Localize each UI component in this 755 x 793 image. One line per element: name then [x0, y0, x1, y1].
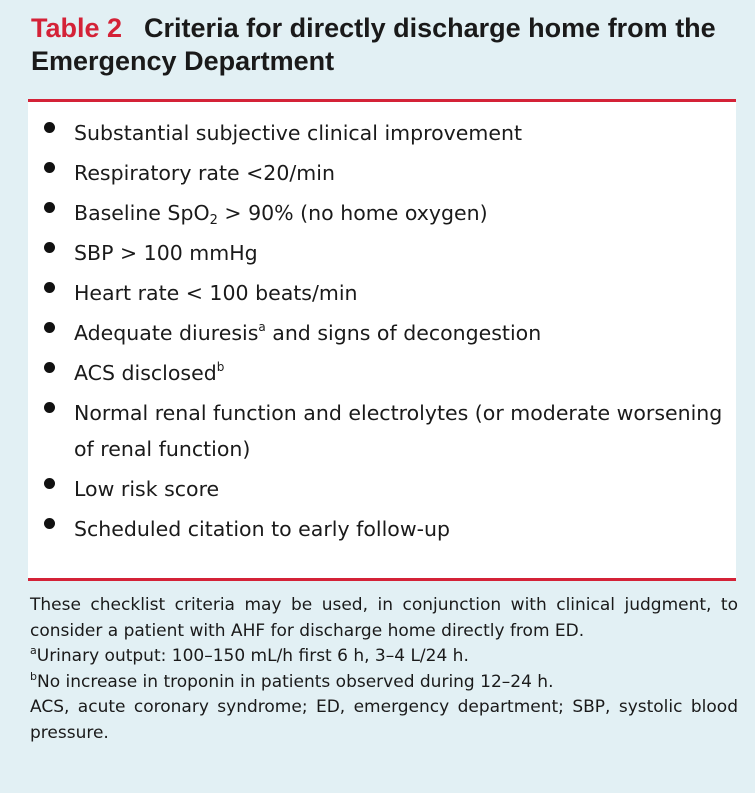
list-item — [28, 195, 728, 231]
criterion-text: Baseline SpO — [74, 201, 210, 225]
footnote-a-text: Urinary output: 100–150 mL/h first 6 h, 3–4 L/24 h. — [36, 646, 469, 666]
list-item — [28, 395, 728, 467]
criterion-text: Substantial subjective clinical improvement — [74, 121, 523, 145]
criteria-list — [28, 115, 728, 551]
table-label: Table 2 — [31, 13, 123, 43]
criterion-text-cont: and signs of decongestion — [265, 321, 542, 345]
list-item — [28, 235, 728, 271]
list-item — [28, 511, 728, 547]
bullet-icon — [44, 518, 55, 529]
criterion-text: SBP > 100 mmHg — [74, 241, 258, 265]
footnote-b-text: No increase in troponin in patients observed during 12–24 h. — [36, 671, 554, 692]
footnote-a — [30, 644, 738, 670]
table-caption: Criteria for directly discharge home from the Emergency Department — [31, 13, 716, 76]
criteria-panel — [28, 99, 736, 581]
criterion-text-cont: > 90% (no home oxygen) — [217, 201, 488, 225]
criterion-text: ACS disclosed — [74, 361, 217, 385]
criterion-subscript: 2 — [209, 213, 218, 228]
bullet-icon — [44, 202, 55, 213]
table-title — [31, 12, 751, 78]
bullet-icon — [44, 478, 55, 489]
criterion-text: Scheduled citation to early follow-up — [74, 517, 450, 541]
list-item — [28, 355, 728, 391]
bullet-icon — [44, 402, 55, 413]
list-item — [28, 115, 728, 151]
bullet-icon — [44, 242, 55, 253]
criterion-text-cont: of renal function) — [74, 437, 251, 461]
list-item — [28, 471, 728, 507]
bullet-icon — [44, 322, 55, 333]
criterion-text: Low risk score — [74, 477, 220, 501]
footnote-a-mark: a — [30, 644, 37, 657]
criterion-text: Heart rate < 100 beats/min — [74, 281, 358, 305]
footnote-b-mark: b — [30, 669, 37, 683]
footnote-abbreviations: ACS, acute coronary syndrome; ED, emergency department; SBP, systolic blood pressure. — [30, 697, 738, 743]
criterion-text: Adequate diuresis — [74, 321, 259, 345]
criterion-text: Normal renal function and electrolytes (or moderate worsening — [74, 401, 723, 425]
footnote-mark: b — [216, 360, 225, 374]
footnote-mark: a — [258, 320, 266, 334]
bullet-icon — [44, 282, 55, 293]
list-item — [28, 155, 728, 191]
bullet-icon — [44, 362, 55, 373]
table-footnotes — [30, 593, 738, 746]
list-item — [28, 315, 728, 351]
bullet-icon — [44, 162, 55, 173]
list-item — [28, 275, 728, 311]
footnote-intro: These checklist criteria may be used, in conjunction with clinical judgment, to consider a patient with AHF for discharge home directly from ED. — [30, 595, 738, 641]
footnote-b — [30, 670, 738, 696]
criterion-text: Respiratory rate <20/min — [74, 161, 335, 185]
bullet-icon — [44, 122, 55, 133]
